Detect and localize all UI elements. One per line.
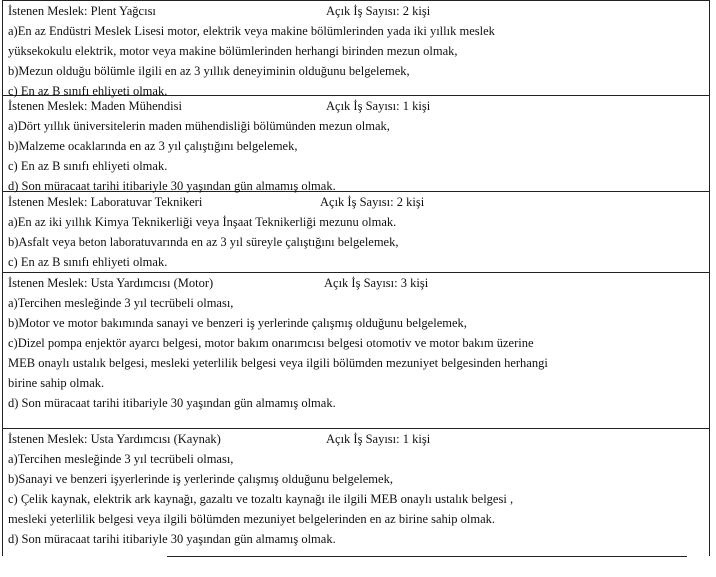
job-block-plent-yagcisi (2, 0, 710, 96)
job-header (3, 273, 709, 293)
job-header (3, 429, 709, 449)
requirement-line: c) En az B sınıfı ehliyeti olmak. (8, 159, 168, 173)
job-header (3, 1, 709, 21)
requirement-line: c) Çelik kaynak, elektrik ark kaynağı, gazaltı ve tozaltı kaynağı ile ilgili MEB onaylı ustalık belgesi , (8, 492, 514, 506)
bottom-border-fragment (167, 556, 687, 557)
job-header (3, 96, 709, 116)
requirement-line: d) Son müracaat tarihi itibariyle 30 yaşından gün almamış olmak. (8, 532, 336, 546)
job-block-laboratuvar-teknikeri (2, 192, 710, 273)
job-title: İstenen Meslek: Laboratuvar Teknikeri (8, 195, 203, 209)
requirement-line: a)Tercihen mesleğinde 3 yıl tecrübeli olması, (8, 296, 234, 310)
job-open-count: Açık İş Sayısı: 1 kişi (326, 432, 431, 446)
requirement-line: c) En az B sınıfı ehliyeti olmak. (8, 255, 168, 269)
requirement-line: b)Mezun olduğu bölümle ilgili en az 3 yıllık deneyiminin olduğunu belgelemek, (8, 64, 410, 78)
requirement-line: yüksekokulu elektrik, motor veya makine bölümlerinden herhangi birinden mezun olmak, (8, 44, 458, 58)
requirement-line: b)Sanayi ve benzeri işyerlerinde iş yerlerinde çalışmış olduğunu belgelemek, (8, 472, 393, 486)
job-title: İstenen Meslek: Usta Yardımcısı (Kaynak) (8, 432, 221, 446)
requirement-line: a)Tercihen mesleğinde 3 yıl tecrübeli olması, (8, 452, 234, 466)
requirement-line: b)Malzeme ocaklarında en az 3 yıl çalıştığını belgelemek, (8, 139, 298, 153)
requirement-line: a)Dört yıllık üniversitelerin maden mühendisliği bölümünden mezun olmak, (8, 119, 390, 133)
requirement-line: c) En az B sınıfı ehliyeti olmak. (8, 84, 168, 98)
requirement-line: mesleki yeterlilik belgesi veya ilgili bölümden mezuniyet belgelerinden en az birine sahip olmak. (8, 512, 496, 526)
requirement-line: b)Motor ve motor bakımında sanayi ve benzeri iş yerlerinde çalışmış olduğunu belgelemek, (8, 316, 467, 330)
job-open-count: Açık İş Sayısı: 3 kişi (324, 276, 429, 290)
job-open-count: Açık İş Sayısı: 2 kişi (320, 195, 425, 209)
job-listings-document (2, 0, 710, 557)
requirement-line: d) Son müracaat tarihi itibariyle 30 yaşından gün almamış olmak. (8, 396, 336, 410)
job-open-count: Açık İş Sayısı: 2 kişi (326, 4, 431, 18)
requirement-line: b)Asfalt veya beton laboratuvarında en az 3 yıl süreyle çalıştığını belgelemek, (8, 235, 399, 249)
job-title: İstenen Meslek: Usta Yardımcısı (Motor) (8, 276, 214, 290)
requirement-line: a)En az Endüstri Meslek Lisesi motor, elektrik veya makine bölümlerinden yada iki yıllık meslek (8, 24, 495, 38)
job-title: İstenen Meslek: Maden Mühendisi (8, 99, 182, 113)
job-block-maden-muhendisi (2, 96, 710, 192)
requirement-line: a)En az iki yıllık Kimya Teknikerliği veya İnşaat Teknikerliği mezunu olmak. (8, 215, 397, 229)
requirement-line: d) Son müracaat tarihi itibariyle 30 yaşından gün almamış olmak. (8, 179, 336, 193)
job-block-usta-yardimcisi-kaynak (2, 429, 710, 556)
requirement-line: c)Dizel pompa enjektör ayarcı belgesi, motor bakım onarımcısı belgesi otomotiv ve motor bakım üzerine (8, 336, 534, 350)
job-open-count: Açık İş Sayısı: 1 kişi (326, 99, 431, 113)
requirement-line: birine sahip olmak. (8, 376, 105, 390)
job-block-usta-yardimcisi-motor (2, 273, 710, 429)
job-header (3, 192, 709, 212)
requirement-line: MEB onaylı ustalık belgesi, mesleki yeterlilik belgesi veya ilgili bölümden mezuniyet belgesinden herhangi (8, 356, 548, 370)
job-title: İstenen Meslek: Plent Yağcısı (8, 4, 156, 18)
